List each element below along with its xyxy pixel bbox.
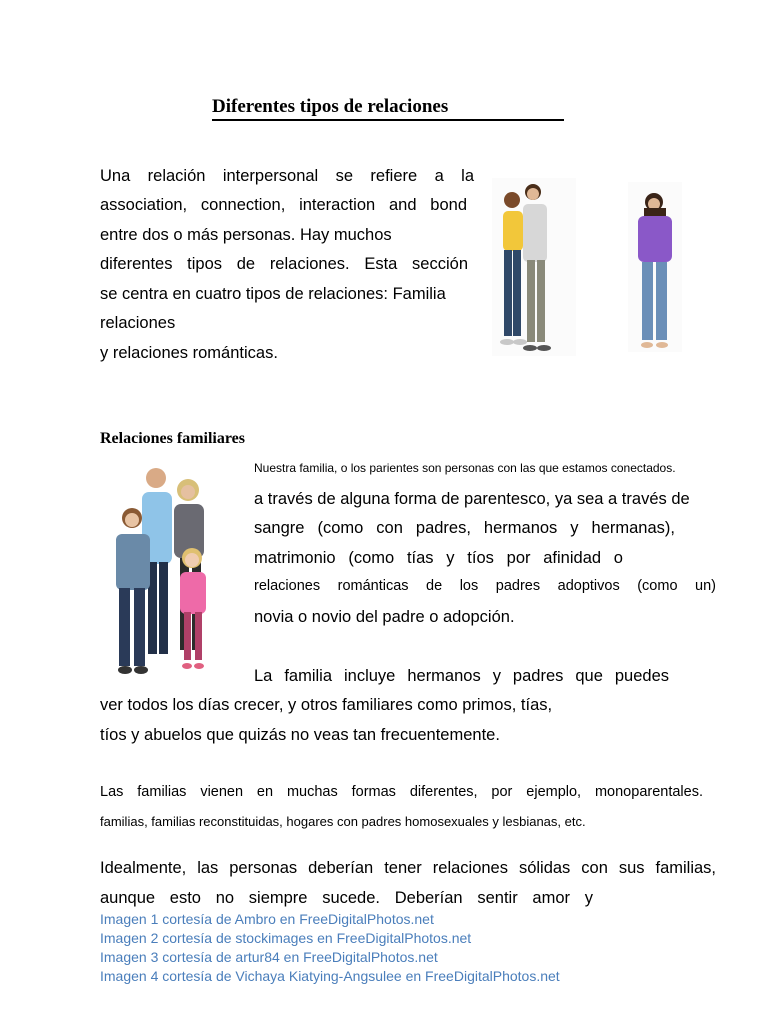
woman-photo — [628, 182, 682, 352]
credit-link[interactable]: Imagen 1 cortesía de Ambro en FreeDigitalPhotos.net — [100, 911, 434, 927]
intro-line: entre dos o más personas. Hay muchos — [100, 226, 392, 244]
family-line: La familia incluye hermanos y padres que puedes — [254, 667, 669, 685]
family-line: sangre (como con padres, hermanos y hermanas), — [254, 519, 675, 537]
family-photo — [92, 462, 232, 680]
family-line: a través de alguna forma de parentesco, ya sea a través de — [254, 490, 690, 508]
intro-line: diferentes tipos de relaciones. Esta sección — [100, 255, 468, 273]
intro-line: association, connection, interaction and bond — [100, 196, 467, 214]
credit-link[interactable]: Imagen 4 cortesía de Vichaya Kiatying-Angsulee en FreeDigitalPhotos.net — [100, 968, 560, 984]
family-line: Nuestra familia, o los parientes son personas con las que estamos conectados. — [254, 461, 676, 475]
intro-line: se centra en cuatro tipos de relaciones: Familia — [100, 285, 446, 303]
section-heading: Relaciones familiares — [100, 430, 246, 447]
family-line: relaciones románticas de los padres adoptivos (como un) — [254, 578, 716, 594]
intro-line: y relaciones románticas. — [100, 344, 278, 362]
couple-photo — [492, 178, 576, 356]
family-line: matrimonio (como tías y tíos por afinidad o — [254, 549, 623, 567]
credit-link[interactable]: Imagen 3 cortesía de artur84 en FreeDigitalPhotos.net — [100, 949, 438, 965]
family-line: Las familias vienen en muchas formas diferentes, por ejemplo, monoparentales. — [100, 784, 703, 800]
family-line: tíos y abuelos que quizás no veas tan frecuentemente. — [100, 726, 500, 744]
family-line: familias, familias reconstituidas, hogares con padres homosexuales y lesbianas, etc. — [100, 814, 586, 829]
family-line: Idealmente, las personas deberían tener relaciones sólidas con sus familias, — [100, 859, 716, 877]
family-line: ver todos los días crecer, y otros familiares como primos, tías, — [100, 696, 553, 714]
intro-line: relaciones — [100, 314, 176, 332]
image-credits — [100, 910, 560, 986]
family-line: aunque esto no siempre sucede. Deberían sentir amor y — [100, 889, 593, 907]
credit-link[interactable]: Imagen 2 cortesía de stockimages en FreeDigitalPhotos.net — [100, 930, 472, 946]
family-line: novia o novio del padre o adopción. — [254, 608, 515, 626]
intro-line: Una relación interpersonal se refiere a la — [100, 167, 474, 185]
page-title: Diferentes tipos de relaciones — [212, 95, 564, 121]
